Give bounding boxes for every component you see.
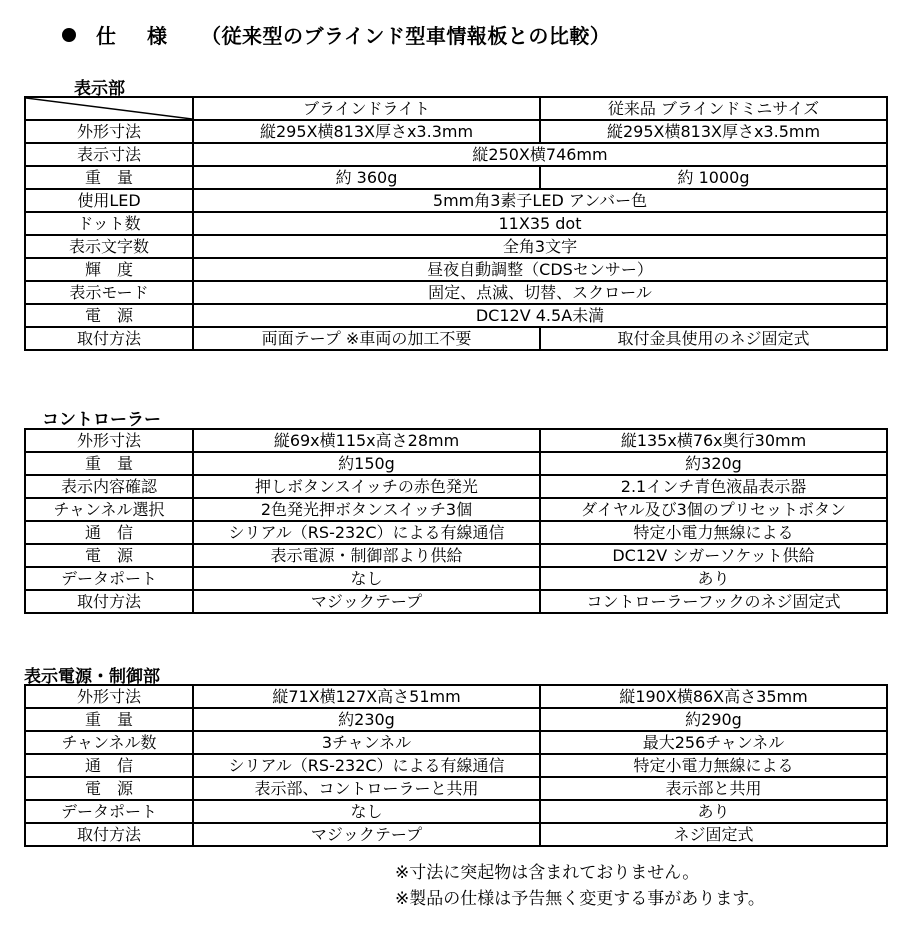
value-cell: 縦250X横746mm xyxy=(193,143,887,166)
row-label: 通 信 xyxy=(25,521,193,544)
row-label: 輝 度 xyxy=(25,258,193,281)
value-cell: 約290g xyxy=(540,708,887,731)
display-spec-table xyxy=(24,96,888,351)
table-row xyxy=(25,708,887,731)
value-cell: 取付金具使用のネジ固定式 xyxy=(540,327,887,350)
table-row xyxy=(25,327,887,350)
table-row xyxy=(25,777,887,800)
row-label: チャンネル選択 xyxy=(25,498,193,521)
row-label: 外形寸法 xyxy=(25,685,193,708)
column-header-blindlight: ブラインドライト xyxy=(193,97,540,120)
title-main: 仕 様 xyxy=(96,24,179,48)
table-header-row xyxy=(25,97,887,120)
value-cell: 縦69x横115x高さ28mm xyxy=(193,429,540,452)
table-row xyxy=(25,189,887,212)
value-cell: 押しボタンスイッチの赤色発光 xyxy=(193,475,540,498)
value-cell: 3チャンネル xyxy=(193,731,540,754)
value-cell: コントローラーフックのネジ固定式 xyxy=(540,590,887,613)
value-cell: 約 1000g xyxy=(540,166,887,189)
row-label: 表示内容確認 xyxy=(25,475,193,498)
value-cell: DC12V シガーソケット供給 xyxy=(540,544,887,567)
table-row xyxy=(25,258,887,281)
table-row xyxy=(25,498,887,521)
row-label: 電 源 xyxy=(25,777,193,800)
row-label: 通 信 xyxy=(25,754,193,777)
row-label: ドット数 xyxy=(25,212,193,235)
row-label: 外形寸法 xyxy=(25,120,193,143)
row-label: 表示寸法 xyxy=(25,143,193,166)
power-unit-spec-table xyxy=(24,684,888,847)
diagonal-line xyxy=(26,98,192,119)
value-cell: 約320g xyxy=(540,452,887,475)
footnotes xyxy=(395,860,765,912)
value-cell: 全角3文字 xyxy=(193,235,887,258)
row-label: 使用LED xyxy=(25,189,193,212)
row-label: 取付方法 xyxy=(25,823,193,846)
table-row xyxy=(25,235,887,258)
controller-spec-table xyxy=(24,428,888,614)
table-row xyxy=(25,823,887,846)
value-cell: 両面テープ ※車両の加工不要 xyxy=(193,327,540,350)
row-label: データポート xyxy=(25,567,193,590)
row-label: 外形寸法 xyxy=(25,429,193,452)
value-cell: DC12V 4.5A未満 xyxy=(193,304,887,327)
value-cell: マジックテープ xyxy=(193,590,540,613)
footnote: ※寸法に突起物は含まれておりません。 xyxy=(395,863,700,883)
table-row xyxy=(25,475,887,498)
row-label: 重 量 xyxy=(25,166,193,189)
display-section-heading: 表示部 xyxy=(74,79,125,99)
row-label: データポート xyxy=(25,800,193,823)
value-cell: 5mm角3素子LED アンバー色 xyxy=(193,189,887,212)
row-label: 表示文字数 xyxy=(25,235,193,258)
title-sub: （従来型のブラインド型車情報板との比較） xyxy=(200,24,611,48)
value-cell: 11X35 dot xyxy=(193,212,887,235)
table-row xyxy=(25,800,887,823)
value-cell: 最大256チャンネル xyxy=(540,731,887,754)
row-label: 重 量 xyxy=(25,452,193,475)
value-cell: 2.1インチ青色液晶表示器 xyxy=(540,475,887,498)
row-label: 取付方法 xyxy=(25,327,193,350)
bullet-icon xyxy=(62,28,76,42)
value-cell: 特定小電力無線による xyxy=(540,754,887,777)
value-cell: シリアル（RS-232C）による有線通信 xyxy=(193,754,540,777)
table-row xyxy=(25,452,887,475)
table-row xyxy=(25,731,887,754)
row-label: 表示モード xyxy=(25,281,193,304)
table-row xyxy=(25,754,887,777)
table-row xyxy=(25,143,887,166)
power-unit-section-heading: 表示電源・制御部 xyxy=(24,667,160,687)
table-row xyxy=(25,544,887,567)
footnote: ※製品の仕様は予告無く変更する事があります。 xyxy=(395,889,765,909)
corner-cell xyxy=(25,97,193,120)
table-row xyxy=(25,567,887,590)
value-cell: 表示部と共用 xyxy=(540,777,887,800)
value-cell: 約230g xyxy=(193,708,540,731)
value-cell: 昼夜自動調整（CDSセンサー） xyxy=(193,258,887,281)
table-row xyxy=(25,212,887,235)
value-cell: あり xyxy=(540,800,887,823)
table-row xyxy=(25,590,887,613)
column-header-conventional: 従来品 ブラインドミニサイズ xyxy=(540,97,887,120)
value-cell: 縦190X横86X高さ35mm xyxy=(540,685,887,708)
row-label: 電 源 xyxy=(25,544,193,567)
value-cell: 表示電源・制御部より供給 xyxy=(193,544,540,567)
value-cell: ダイヤル及び3個のプリセットボタン xyxy=(540,498,887,521)
page-title xyxy=(62,20,610,49)
value-cell: 縦295X横813X厚さx3.3mm xyxy=(193,120,540,143)
table-row xyxy=(25,429,887,452)
table-row xyxy=(25,281,887,304)
value-cell: あり xyxy=(540,567,887,590)
value-cell: 縦295X横813X厚さx3.5mm xyxy=(540,120,887,143)
controller-section-heading: コントローラー xyxy=(42,410,161,430)
table-row xyxy=(25,120,887,143)
value-cell: ネジ固定式 xyxy=(540,823,887,846)
value-cell: 約 360g xyxy=(193,166,540,189)
value-cell: マジックテープ xyxy=(193,823,540,846)
value-cell: 表示部、コントローラーと共用 xyxy=(193,777,540,800)
row-label: 取付方法 xyxy=(25,590,193,613)
table-row xyxy=(25,685,887,708)
table-row xyxy=(25,304,887,327)
value-cell: 縦71X横127X高さ51mm xyxy=(193,685,540,708)
value-cell: なし xyxy=(193,800,540,823)
value-cell: 約150g xyxy=(193,452,540,475)
value-cell: シリアル（RS-232C）による有線通信 xyxy=(193,521,540,544)
value-cell: 2色発光押ボタンスイッチ3個 xyxy=(193,498,540,521)
value-cell: なし xyxy=(193,567,540,590)
table-row xyxy=(25,166,887,189)
table-row xyxy=(25,521,887,544)
value-cell: 縦135x横76x奥行30mm xyxy=(540,429,887,452)
value-cell: 固定、点滅、切替、スクロール xyxy=(193,281,887,304)
row-label: 電 源 xyxy=(25,304,193,327)
value-cell: 特定小電力無線による xyxy=(540,521,887,544)
row-label: チャンネル数 xyxy=(25,731,193,754)
row-label: 重 量 xyxy=(25,708,193,731)
